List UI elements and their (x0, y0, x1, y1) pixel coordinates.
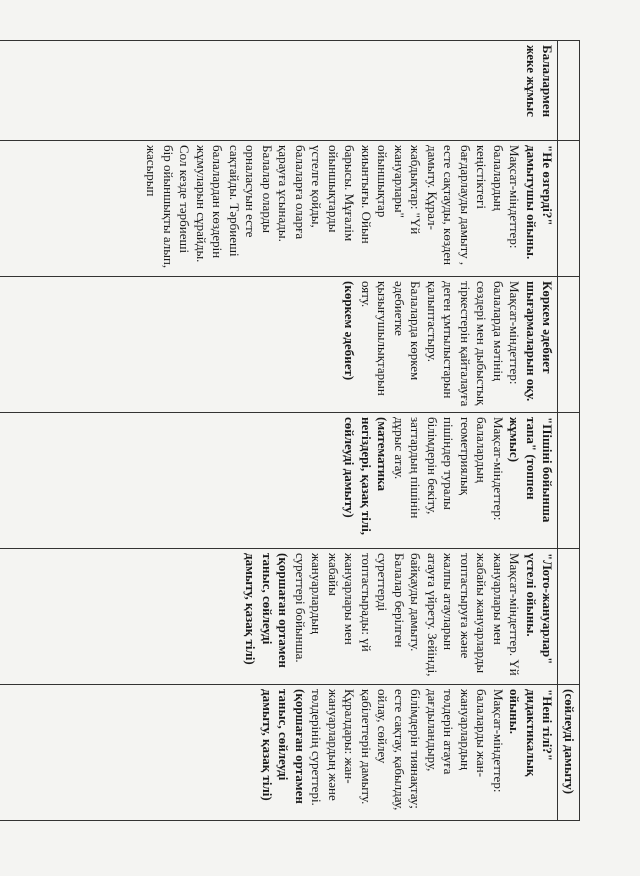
top-cell-empty (558, 277, 580, 413)
activity-task: Мақсат-міндеттер: балаларда мәтінің сөздері мен дыбыстық тіркестерін қайталауға деген ұмтылыстарын қалыптастыру. Балаларда көркем әдебиетке қызығушылықтарын ояту. (359, 281, 523, 407)
activity-title: Көркем әдебиет шығармаларын оқу. (524, 281, 556, 402)
activity-title: "Не өзгерді?" дамытушы ойыны. (524, 145, 556, 260)
activity-area: (математика негіздері, қазақ тілі, сөйлеуді дамыту) (342, 417, 391, 536)
activity-cell-3 (0, 413, 558, 549)
plan-table (0, 40, 580, 821)
activity-cell-5 (0, 685, 558, 821)
table-row (0, 41, 558, 821)
activity-cell-4 (0, 549, 558, 685)
activity-title: "Лото-жануарлар" үстелі ойыны. (524, 553, 556, 665)
top-cell-empty (558, 41, 580, 141)
activity-area: (қоршаған ортамен таныс, сөйлеуді дамыту, қазақ тілі) (260, 689, 308, 804)
top-cell-empty (558, 141, 580, 277)
activity-area: (қоршаған ортамен таныс, сөйлеуді дамыту, қазақ тілі) (243, 553, 292, 668)
top-cell-partial: (сөйлеуді дамыту) (558, 685, 580, 821)
activity-task: Мақсат-міндеттер: балалардың кеңістіктегі бағдарлауды дамыту , есте сақтауды, көзден дамыту. Құрал-жабдықтар: "Үй жануарлары" ойыншықтар жиынтығы. Ойын барысы. Мұғалім ойыншықтарды үстелге қойды, балаларға оларға қарауға ұсынады. Балалар оларды орналасуын есте сақтайды. Тәрбиеші балалардан көздерін жұмуларын сұрайды. Сол кезде тәрбиеші бір ойыншықты алып, жасырып (144, 145, 523, 269)
activity-task: Мақсат-міндеттер. Үй жануарлары мен жабайы жануарларды топтастыруға және жалпы атауларын атауға үйрету. Зейінді, байқауды дамыту. Балалар берілген суреттерді топтастырады: үй жануарлары мен жабайы жануарлардың суреттері бойынша. (293, 553, 523, 677)
activity-area: (көркем әдебиет) (342, 281, 358, 381)
table-top-row (558, 41, 580, 821)
top-cell-empty (558, 549, 580, 685)
activity-task: Мақсат-міндеттер: балалардың геометриялық пішіндер туралы білімдерін бекіту, заттардың пішінін дұрыс атау. (392, 417, 506, 521)
activity-title: "Пішіні бойынша тапа" (топпен жұмыс) (507, 417, 556, 523)
activity-cell-2 (0, 277, 558, 413)
activity-cell-1 (0, 141, 558, 277)
activity-title: "Нені тілі?" дидактикалық ойыны. (507, 689, 556, 777)
activity-task: Мақсат-міндеттер: балаларды жан-жануарлардың төлдерін атауға дағдыландыру, білімдерін тиянақтау; есте сақтау, қабылдау, ойлау, сөйлеу қабілеттерін дамыту. Құралдары: жан-жануарлардың және төлдерінің суреттері. (309, 689, 506, 811)
top-cell-empty (558, 413, 580, 549)
row-label: Балалармен жеке жұмыс (0, 41, 558, 141)
